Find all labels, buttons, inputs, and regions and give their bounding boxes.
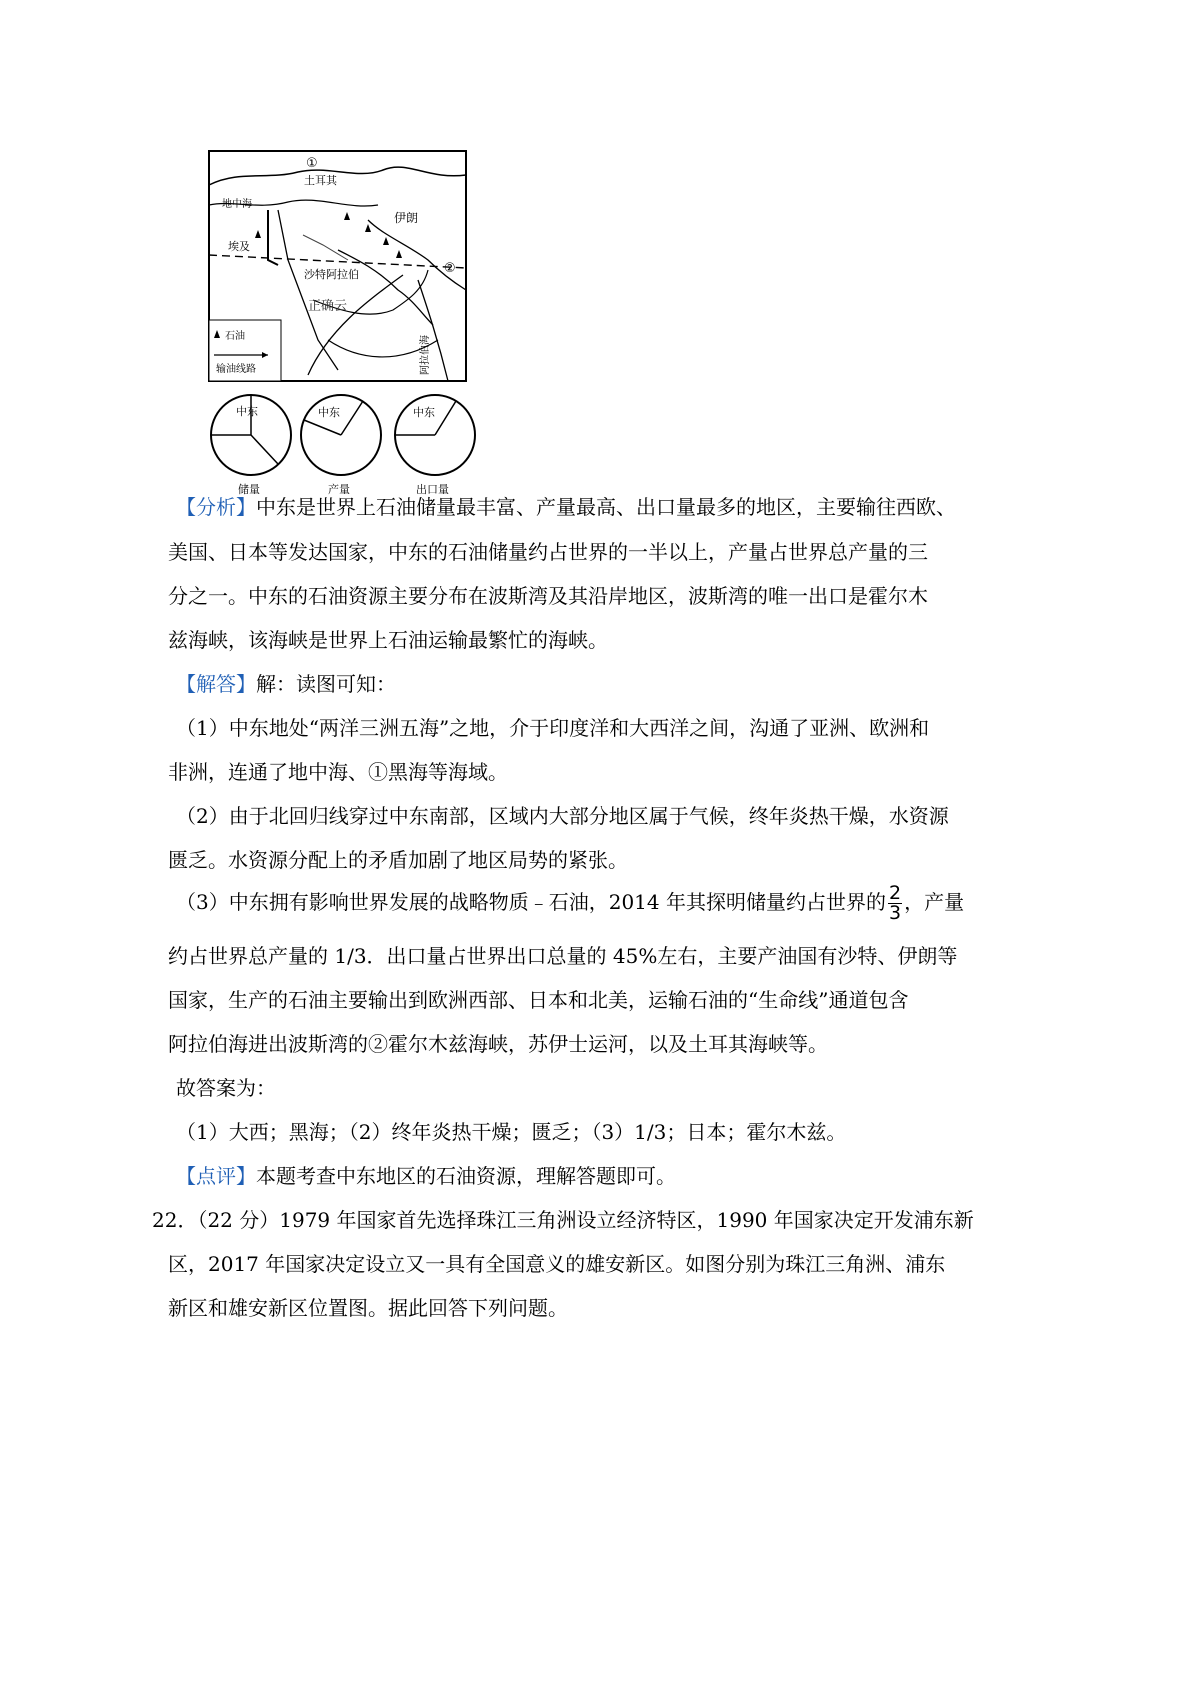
pie-production-segment: 中东 (318, 406, 340, 419)
answer-p3-line-2: 约占世界总产量的 1/3．出口量占世界出口总量的 45%左右，主要产油国有沙特、伊朗等 (168, 944, 958, 968)
fraction-two-thirds: $\frac{2}{3}$ (888, 882, 902, 924)
legend-oil-label: 石油 (225, 331, 245, 342)
map-circle-1: ① (306, 156, 318, 171)
answer-conclusion: 故答案为： (176, 1076, 276, 1100)
map-circle-2: ② (444, 261, 456, 276)
answer-p1-line-2: 非洲，连通了地中海、①黑海等海域。 (168, 760, 508, 784)
pie-export-label: 出口量 (416, 483, 449, 496)
map-label-arabian-sea: 阿拉伯海 (420, 335, 431, 375)
analysis-line-3: 分之一。中东的石油资源主要分布在波斯湾及其沿岸地区，波斯湾的唯一出口是霍尔木 (168, 584, 928, 608)
map-label-iran: 伊朗 (394, 211, 419, 225)
answer-p3-line-3: 国家，生产的石油主要输出到欧洲西部、日本和北美，运输石油的“生命线”通道包含 (168, 988, 909, 1012)
pie-production-label: 产量 (328, 483, 350, 496)
question-22-line-1: 22．（22 分）1979 年国家首先选择珠江三角洲设立经济特区，1990 年国家决定开发浦东新 (152, 1208, 974, 1232)
question-22-line-2: 区，2017 年国家决定设立又一具有全国意义的雄安新区。如图分别为珠江三角洲、浦东 (168, 1252, 946, 1276)
analysis-line-2: 美国、日本等发达国家，中东的石油储量约占世界的一半以上，产量占世界总产量的三 (168, 540, 928, 564)
question-22-line-3: 新区和雄安新区位置图。据此回答下列问题。 (168, 1296, 568, 1320)
pie-reserves-label: 储量 (238, 483, 260, 496)
answer-p1-line-1: （1）中东地处“两洋三洲五海”之地，介于印度洋和大西洋之间，沟通了亚洲、欧洲和 (176, 716, 930, 740)
answer-p2-line-1: （2）由于北回归线穿过中东南部，区域内大部分地区属于气候，终年炎热干燥，水资源 (176, 804, 949, 828)
answer-tag: 【解答】 (176, 672, 256, 696)
solution-text (152, 0, 1031, 1698)
legend-route-label: 输油线路 (216, 364, 256, 375)
pie-reserves-segment: 中东 (236, 405, 258, 418)
analysis-line-4: 兹海峡，该海峡是世界上石油运输最繁忙的海峡。 (168, 628, 608, 652)
analysis-line-1: 【分析】中东是世界上石油储量最丰富、产量最高、出口量最多的地区，主要输往西欧、 (176, 495, 956, 519)
comment-line: 【点评】本题考查中东地区的石油资源，理解答题即可。 (176, 1164, 676, 1188)
map-label-turkey: 土耳其 (304, 174, 337, 187)
map-label-mediterranean: 地中海 (222, 199, 252, 210)
answer-p2-line-2: 匮乏。水资源分配上的矛盾加剧了地区局势的紧张。 (168, 848, 628, 872)
map-label-egypt: 埃及 (228, 240, 250, 253)
map-watermark: 正确云 (308, 299, 348, 314)
answer-p3-line-4: 阿拉伯海进出波斯湾的②霍尔木兹海峡，苏伊士运河，以及土耳其海峡等。 (168, 1032, 828, 1056)
comment-tag: 【点评】 (176, 1164, 256, 1188)
answer-intro: 【解答】解：读图可知： (176, 672, 396, 696)
answer-p3-line-1: （3）中东拥有影响世界发展的战略物质﹣石油，2014 年其探明储量约占世界的 $\frac{2}{3}$ ，产量 (176, 882, 965, 924)
answer-final: （1）大西；黑海；（2）终年炎热干燥；匮乏；（3）1/3；日本；霍尔木兹。 (176, 1120, 847, 1144)
pie-export-segment: 中东 (413, 406, 435, 419)
map-label-saudi: 沙特阿拉伯 (304, 268, 359, 281)
analysis-tag: 【分析】 (176, 495, 256, 519)
